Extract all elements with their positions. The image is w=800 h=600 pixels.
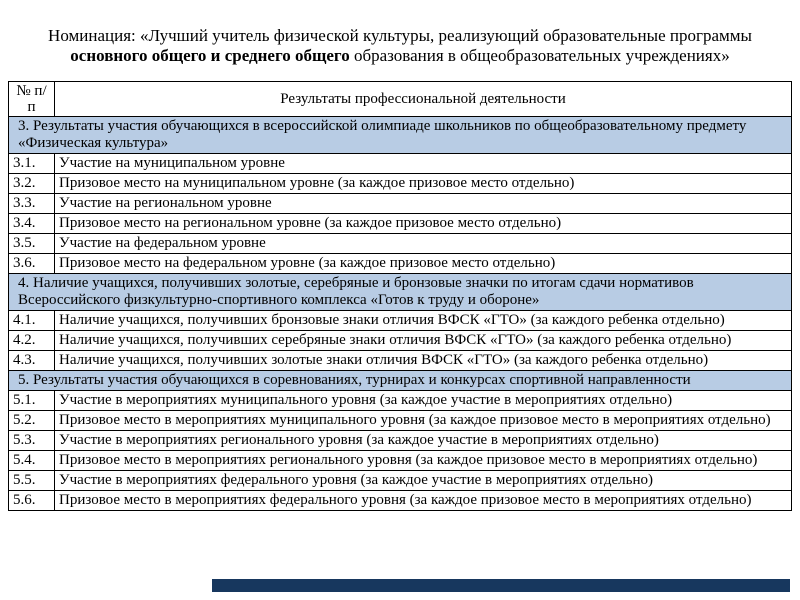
results-table <box>8 81 792 511</box>
row-number-cell: 5.6. <box>9 491 55 511</box>
row-number-cell: 3.1. <box>9 154 55 174</box>
row-number-cell: 4.3. <box>9 351 55 371</box>
column-header-number: № п/п <box>9 82 55 117</box>
table-header-row <box>9 82 792 117</box>
table-row <box>9 331 792 351</box>
table-row <box>9 311 792 331</box>
row-text-cell: Призовое место на региональном уровне (за каждое призовое место отдельно) <box>55 214 792 234</box>
section-header-row-3 <box>9 117 792 154</box>
section-header-text: 4. Наличие учащихся, получивших золотые, серебряные и бронзовые значки по итогам сдачи нормативов Всероссийского физкультурно-спортивного комплекса «Готов к труду и обороне» <box>9 274 792 311</box>
section-header-row-5 <box>9 371 792 391</box>
title-bold-segment: основного общего и среднего общего <box>70 46 350 65</box>
table-row <box>9 194 792 214</box>
row-text-cell: Участие в мероприятиях федерального уровня (за каждое участие в мероприятиях отдельно) <box>55 471 792 491</box>
table-row <box>9 411 792 431</box>
table-row <box>9 431 792 451</box>
row-number-cell: 5.5. <box>9 471 55 491</box>
section-header-row-4 <box>9 274 792 311</box>
row-text-cell: Наличие учащихся, получивших золотые знаки отличия ВФСК «ГТО» (за каждого ребенка отдельно) <box>55 351 792 371</box>
table-row <box>9 154 792 174</box>
row-text-cell: Наличие учащихся, получивших серебряные знаки отличия ВФСК «ГТО» (за каждого ребенка отдельно) <box>55 331 792 351</box>
table-row <box>9 491 792 511</box>
row-number-cell: 3.5. <box>9 234 55 254</box>
table-row <box>9 234 792 254</box>
title-part1: Номинация: «Лучший учитель физической культуры, реализующий образовательные программы <box>48 26 752 45</box>
row-number-cell: 3.4. <box>9 214 55 234</box>
row-number-cell: 4.2. <box>9 331 55 351</box>
slide-footer-bar <box>212 579 790 592</box>
row-text-cell: Участие на федеральном уровне <box>55 234 792 254</box>
row-number-cell: 5.2. <box>9 411 55 431</box>
row-text-cell: Призовое место на муниципальном уровне (за каждое призовое место отдельно) <box>55 174 792 194</box>
section-header-text: 3. Результаты участия обучающихся в всероссийской олимпиаде школьников по общеобразовательному предмету «Физическая культура» <box>9 117 792 154</box>
row-text-cell: Призовое место в мероприятиях федерального уровня (за каждое призовое место в мероприятиях отдельно) <box>55 491 792 511</box>
row-number-cell: 5.3. <box>9 431 55 451</box>
page-title <box>0 0 800 81</box>
table-row <box>9 174 792 194</box>
row-text-cell: Призовое место в мероприятиях регионального уровня (за каждое призовое место в мероприятиях отдельно) <box>55 451 792 471</box>
table-row <box>9 351 792 371</box>
row-text-cell: Участие на региональном уровне <box>55 194 792 214</box>
row-number-cell: 3.3. <box>9 194 55 214</box>
row-text-cell: Наличие учащихся, получивших бронзовые знаки отличия ВФСК «ГТО» (за каждого ребенка отдельно) <box>55 311 792 331</box>
row-number-cell: 3.2. <box>9 174 55 194</box>
row-number-cell: 5.1. <box>9 391 55 411</box>
table-row <box>9 451 792 471</box>
title-part2: образования в общеобразовательных учреждениях» <box>349 46 730 65</box>
row-text-cell: Призовое место на федеральном уровне (за каждое призовое место отдельно) <box>55 254 792 274</box>
table-row <box>9 214 792 234</box>
table-row <box>9 254 792 274</box>
table-row <box>9 391 792 411</box>
row-text-cell: Участие в мероприятиях муниципального уровня (за каждое участие в мероприятиях отдельно) <box>55 391 792 411</box>
table-row <box>9 471 792 491</box>
column-header-results: Результаты профессиональной деятельности <box>55 82 792 117</box>
row-number-cell: 5.4. <box>9 451 55 471</box>
row-text-cell: Призовое место в мероприятиях муниципального уровня (за каждое призовое место в мероприятиях отдельно) <box>55 411 792 431</box>
row-text-cell: Участие в мероприятиях регионального уровня (за каждое участие в мероприятиях отдельно) <box>55 431 792 451</box>
section-header-text: 5. Результаты участия обучающихся в соревнованиях, турнирах и конкурсах спортивной направленности <box>9 371 792 391</box>
row-number-cell: 4.1. <box>9 311 55 331</box>
row-number-cell: 3.6. <box>9 254 55 274</box>
row-text-cell: Участие на муниципальном уровне <box>55 154 792 174</box>
